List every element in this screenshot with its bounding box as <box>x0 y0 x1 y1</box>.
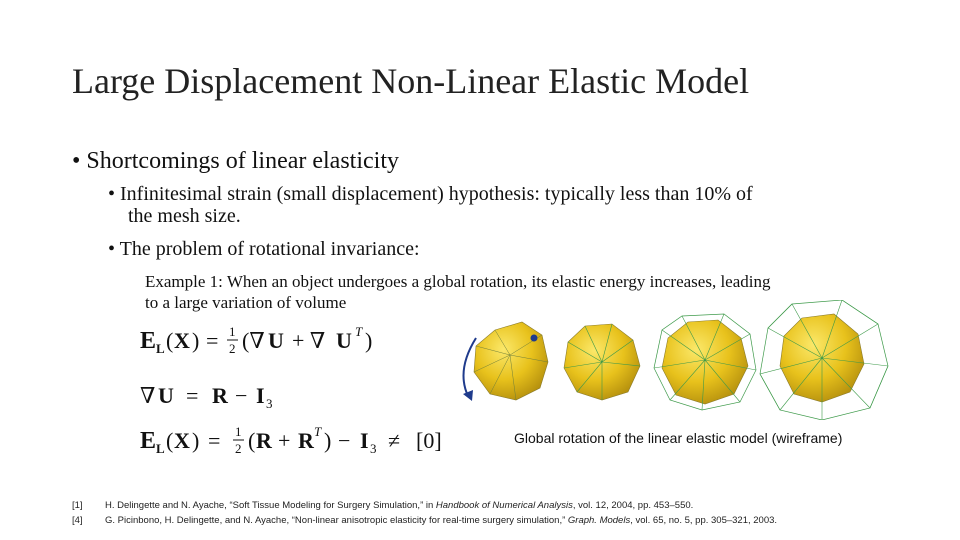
slide-title: Large Displacement Non-Linear Elastic Model <box>72 61 750 101</box>
svg-text:): ) <box>365 328 373 353</box>
svg-text:I: I <box>256 383 265 408</box>
sphere-model-1 <box>474 322 548 400</box>
sphere-model-4 <box>760 300 888 420</box>
svg-text:X: X <box>174 428 190 453</box>
svg-text:1: 1 <box>235 424 242 439</box>
svg-text:L: L <box>156 441 165 456</box>
rotation-figure <box>450 300 930 420</box>
svg-text:): ) <box>192 328 200 353</box>
reference-item <box>72 498 932 513</box>
svg-text:X: X <box>174 328 190 353</box>
bullet-infinitesimal-strain <box>108 183 908 227</box>
bullet-infinitesimal-strain-line2: the mesh size. <box>128 205 241 227</box>
svg-text:=: = <box>186 383 199 408</box>
example-text-line2: to a large variation of volume <box>145 293 347 312</box>
svg-text:(: ( <box>166 428 174 453</box>
svg-text:1: 1 <box>229 324 236 339</box>
svg-text:T: T <box>355 324 363 339</box>
figure-caption: Global rotation of the linear elastic model (wireframe) <box>514 430 843 446</box>
svg-text:+ ∇: + ∇ <box>292 328 326 353</box>
svg-text:I: I <box>360 428 369 453</box>
bullet-infinitesimal-strain-line1: • Infinitesimal strain (small displacement) hypothesis: typically less than 10% of <box>108 183 753 205</box>
svg-text:T: T <box>314 424 322 439</box>
svg-text:−: − <box>235 383 248 408</box>
svg-text:E: E <box>140 328 157 354</box>
svg-text:3: 3 <box>370 441 377 456</box>
svg-text:=: = <box>208 428 221 453</box>
bullet-shortcomings: • Shortcomings of linear elasticity <box>72 148 399 174</box>
svg-text:(: ( <box>166 328 174 353</box>
equation-displacement-gradient <box>140 375 300 415</box>
svg-text:[0]: [0] <box>416 428 442 453</box>
svg-text:2: 2 <box>229 341 236 356</box>
reference-number: [1] <box>72 500 83 511</box>
svg-text:3: 3 <box>266 396 273 411</box>
example-text-line1: Example 1: When an object undergoes a global rotation, its elastic energy increases, leading <box>145 272 771 291</box>
sphere-model-3 <box>654 314 756 410</box>
reference-number: [4] <box>72 515 83 526</box>
svg-text:≠: ≠ <box>388 428 401 453</box>
equation-rotation-strain <box>140 420 485 460</box>
svg-text:=: = <box>206 328 219 353</box>
bullet-rotational-invariance: • The problem of rotational invariance: <box>108 238 420 260</box>
sphere-model-2 <box>564 324 640 400</box>
references <box>72 498 932 528</box>
equation-strain-tensor <box>140 320 410 360</box>
svg-text:(: ( <box>248 428 256 453</box>
svg-text:E: E <box>140 428 157 454</box>
svg-text:): ) <box>192 428 200 453</box>
svg-text:R: R <box>256 428 272 453</box>
svg-text:U: U <box>336 328 352 353</box>
svg-text:2: 2 <box>235 441 242 456</box>
svg-text:−: − <box>338 428 351 453</box>
reference-text: G. Picinbono, H. Delingette, and N. Ayache, “Non-linear anisotropic elasticity for real-time surgery simulation,” Graph. Models, vol. 65, no. 5, pp. 305–321, 2003. <box>105 515 778 526</box>
svg-text:R: R <box>298 428 314 453</box>
svg-text:U: U <box>158 383 174 408</box>
reference-text: H. Delingette and N. Ayache, “Soft Tissue Modeling for Surgery Simulation,” in Handbook of Numerical Analysis, vol. 12, 2004, pp. 453–550. <box>105 500 694 511</box>
svg-text:R: R <box>212 383 228 408</box>
svg-text:U: U <box>268 328 284 353</box>
reference-item <box>72 513 932 528</box>
svg-text:(∇: (∇ <box>242 328 265 353</box>
svg-text:): ) <box>324 428 332 453</box>
svg-text:L: L <box>156 341 165 356</box>
svg-text:+: + <box>278 428 291 453</box>
svg-text:∇: ∇ <box>140 383 156 408</box>
